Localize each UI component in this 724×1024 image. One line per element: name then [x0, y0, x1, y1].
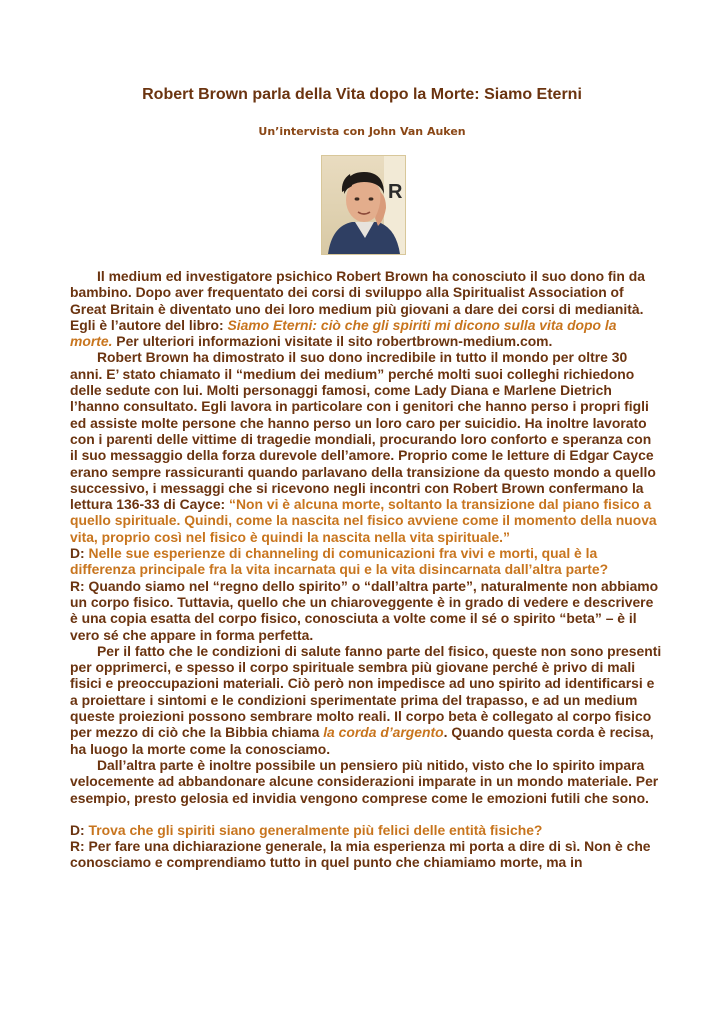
cayce-quote: “Non vi è alcuna morte, soltanto la transizione dal piano fisico a quello spirituale. Quindi, come la nascita nel fisico avviene come il momento della nuova vita, proprio così nel fisico è quindi la nascita nella vita spirituale.” — [70, 496, 657, 545]
question-label: D: — [70, 821, 85, 838]
bio-paragraph — [70, 349, 662, 545]
intro-text: Il medium ed investigatore psichico Robert Brown ha conosciuto il suo dono fin da bambino. Dopo aver frequentato dei corsi di sviluppo alla Spiritualist Association of Great Britain è diventato uno dei loro medium più giovani a dare dei corsi di medianità. Egli è l’autore del libro: — [70, 268, 645, 333]
silver-cord-term: la corda d’argento — [323, 724, 444, 741]
answer-2 — [70, 838, 662, 871]
answer-label: R — [70, 577, 81, 594]
author-portrait — [321, 155, 406, 255]
question-1 — [70, 545, 662, 578]
answer-text: Per fare una dichiarazione generale, la mia esperienza mi porta a dire di sì. Non è che conosciamo e comprendiamo tutto in quel punto che chiamiamo morte, ma in — [70, 838, 651, 871]
body-paragraph-3 — [70, 643, 662, 757]
page-title: Robert Brown parla della Vita dopo la Morte: Siamo Eterni — [142, 86, 582, 103]
answer-1 — [70, 578, 662, 643]
intro-paragraph — [70, 268, 662, 349]
article-body — [70, 268, 662, 871]
answer-text: : Quando siamo nel “regno dello spirito” o “dall’altra parte”, naturalmente non abbiamo un corpo fisico. Tuttavia, quello che un chiaroveggente è in grado di vedere e descrivere è una copia esatta del corpo fisico, conosciuta a volte come il sé o spirito “beta” – è il vero sé che appare in forma perfetta. — [70, 577, 659, 643]
bio-text: Robert Brown ha dimostrato il suo dono incredibile in tutto il mondo per oltre 30 anni. E’ stato chiamato il “medium dei medium” perché molti suoi colleghi richiedono delle sedute con lui. Molti personaggi famosi, come Lady Diana e Marlene Dietrich l’hanno consultato. Egli lavora in particolare con i genitori che hanno perso i propri figli ed assiste molte persone che hanno perso un loro caro per suicidio. Ha inoltre lavorato con i parenti delle vittime di tragedie mondiali, procurando loro conforto e speranza con il suo messaggio della forza durevole dell’amore. Proprio come le letture di Edgar Cayce erano sempre rassicuranti quando parlavano della transizione da questo mondo a quello successivo, i messaggi che si ricevono negli incontri con Robert Brown confermano la lettura 136-33 di Cayce: — [70, 349, 656, 513]
svg-text:R: R — [388, 181, 403, 203]
question-2 — [70, 822, 662, 838]
question-text: Nelle sue esperienze di channeling di comunicazioni fra vivi e morti, qual è la differenza principale fra la vita incarnata qui e la vita disincarnata dall’altra parte? — [70, 545, 609, 578]
paragraph-text: Per il fatto che le condizioni di salute fanno parte del fisico, queste non sono presenti per opprimerci, e spesso il corpo spirituale sembra più giovane perché è privo di mali fisici e preoccupazioni materiali. Ciò però non impedisce ad uno spirito ad identificarsi e a proiettare i sintomi e le condizioni sperimentate prima del trapasso, e ad un medium queste proiezioni possono sembrare molto reali. Il corpo beta è collegato al corpo fisico per mezzo di ciò che la Bibbia chiama — [70, 642, 662, 741]
question-label: D: — [70, 545, 85, 562]
question-text: Trova che gli spiriti siano generalmente più felici delle entità fisiche? — [84, 821, 543, 838]
answer-label: R: — [70, 838, 85, 855]
book-title: Siamo Eterni: ciò che gli spiriti mi dicono sulla vita dopo la morte. — [70, 316, 617, 350]
paragraph-text-cont: . Quando questa corda è recisa, ha luogo la morte come la conosciamo. — [70, 724, 654, 757]
body-paragraph-4: Dall’altra parte è inoltre possibile un pensiero più nitido, visto che lo spirito impara velocemente ad abbandonare alcune considerazioni imparate in un mondo materiale. Per esempio, presto gelosia ed invidia vengono comprese come le emozioni futili che sono. — [70, 756, 659, 806]
paragraph-gap — [70, 806, 662, 822]
intro-text-cont: Per ulteriori informazioni visitate il sito robertbrown-medium.com. — [112, 333, 553, 350]
page-subtitle: Un’intervista con John Van Auken — [258, 125, 466, 138]
